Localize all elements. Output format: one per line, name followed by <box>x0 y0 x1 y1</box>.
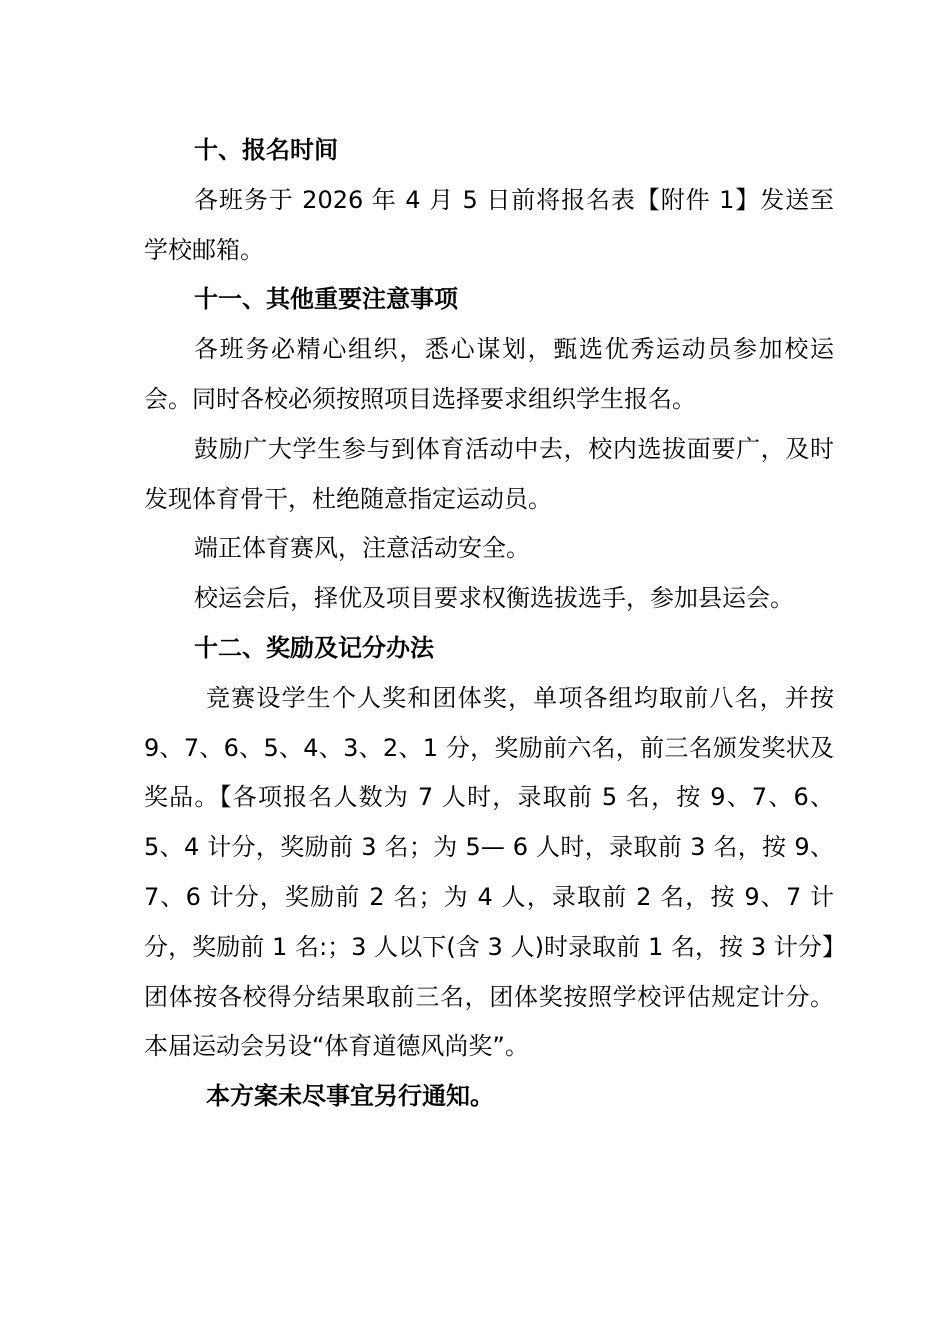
section-heading-registration-time: 十、报名时间 <box>194 136 338 164</box>
paragraph-organize-carefully: 各班务必精心组织，悉心谋划，甄选优秀运动员参加校运会。同时各校必须按照项目选择要求组织学生报名。 <box>144 335 834 413</box>
closing-statement: 本方案未尽事宜另行通知。 <box>206 1082 494 1111</box>
paragraph-sportsmanship-safety: 端正体育赛风，注意活动安全。 <box>194 534 530 563</box>
document-body <box>144 126 834 1122</box>
section-heading-awards-scoring: 十二、奖励及记分办法 <box>194 633 434 662</box>
paragraph-encourage-participation: 鼓励广大学生参与到体育活动中去，校内选拔面要广，及时发现体育骨干，杜绝随意指定运动员。 <box>144 434 834 513</box>
paragraph-registration-deadline: 各班务于 2026 年 4 月 5 日前将报名表【附件 1】发送至学校邮箱。 <box>144 185 834 264</box>
paragraph-awards-rules: 竞赛设学生个人奖和团体奖，单项各组均取前八名，并按 9、7、6、5、4、3、2、1 分，奖励前六名，前三名颁发奖状及奖品。【各项报名人数为 7 人时，录取前 5 名，按 9、7、6、5、4 计分，奖励前 3 名；为 5— 6 人时，录取前 3 名，按 9、7、6 计分，奖励前 2 名；为 4 人，录取前 2 名，按 9、7 计分，奖励前 1 名:；3 人以下(含 3 人)时录取前 1 名，按 3 计分】团体按各校得分结果取前三名，团体奖按照学校评估规定计分。本届运动会另设“体育道德风尚奖”。 <box>144 683 834 1061</box>
section-heading-important-notes: 十一、其他重要注意事项 <box>194 285 458 314</box>
paragraph-county-selection: 校运会后，择优及项目要求权衡选拔选手，参加县运会。 <box>194 584 794 613</box>
